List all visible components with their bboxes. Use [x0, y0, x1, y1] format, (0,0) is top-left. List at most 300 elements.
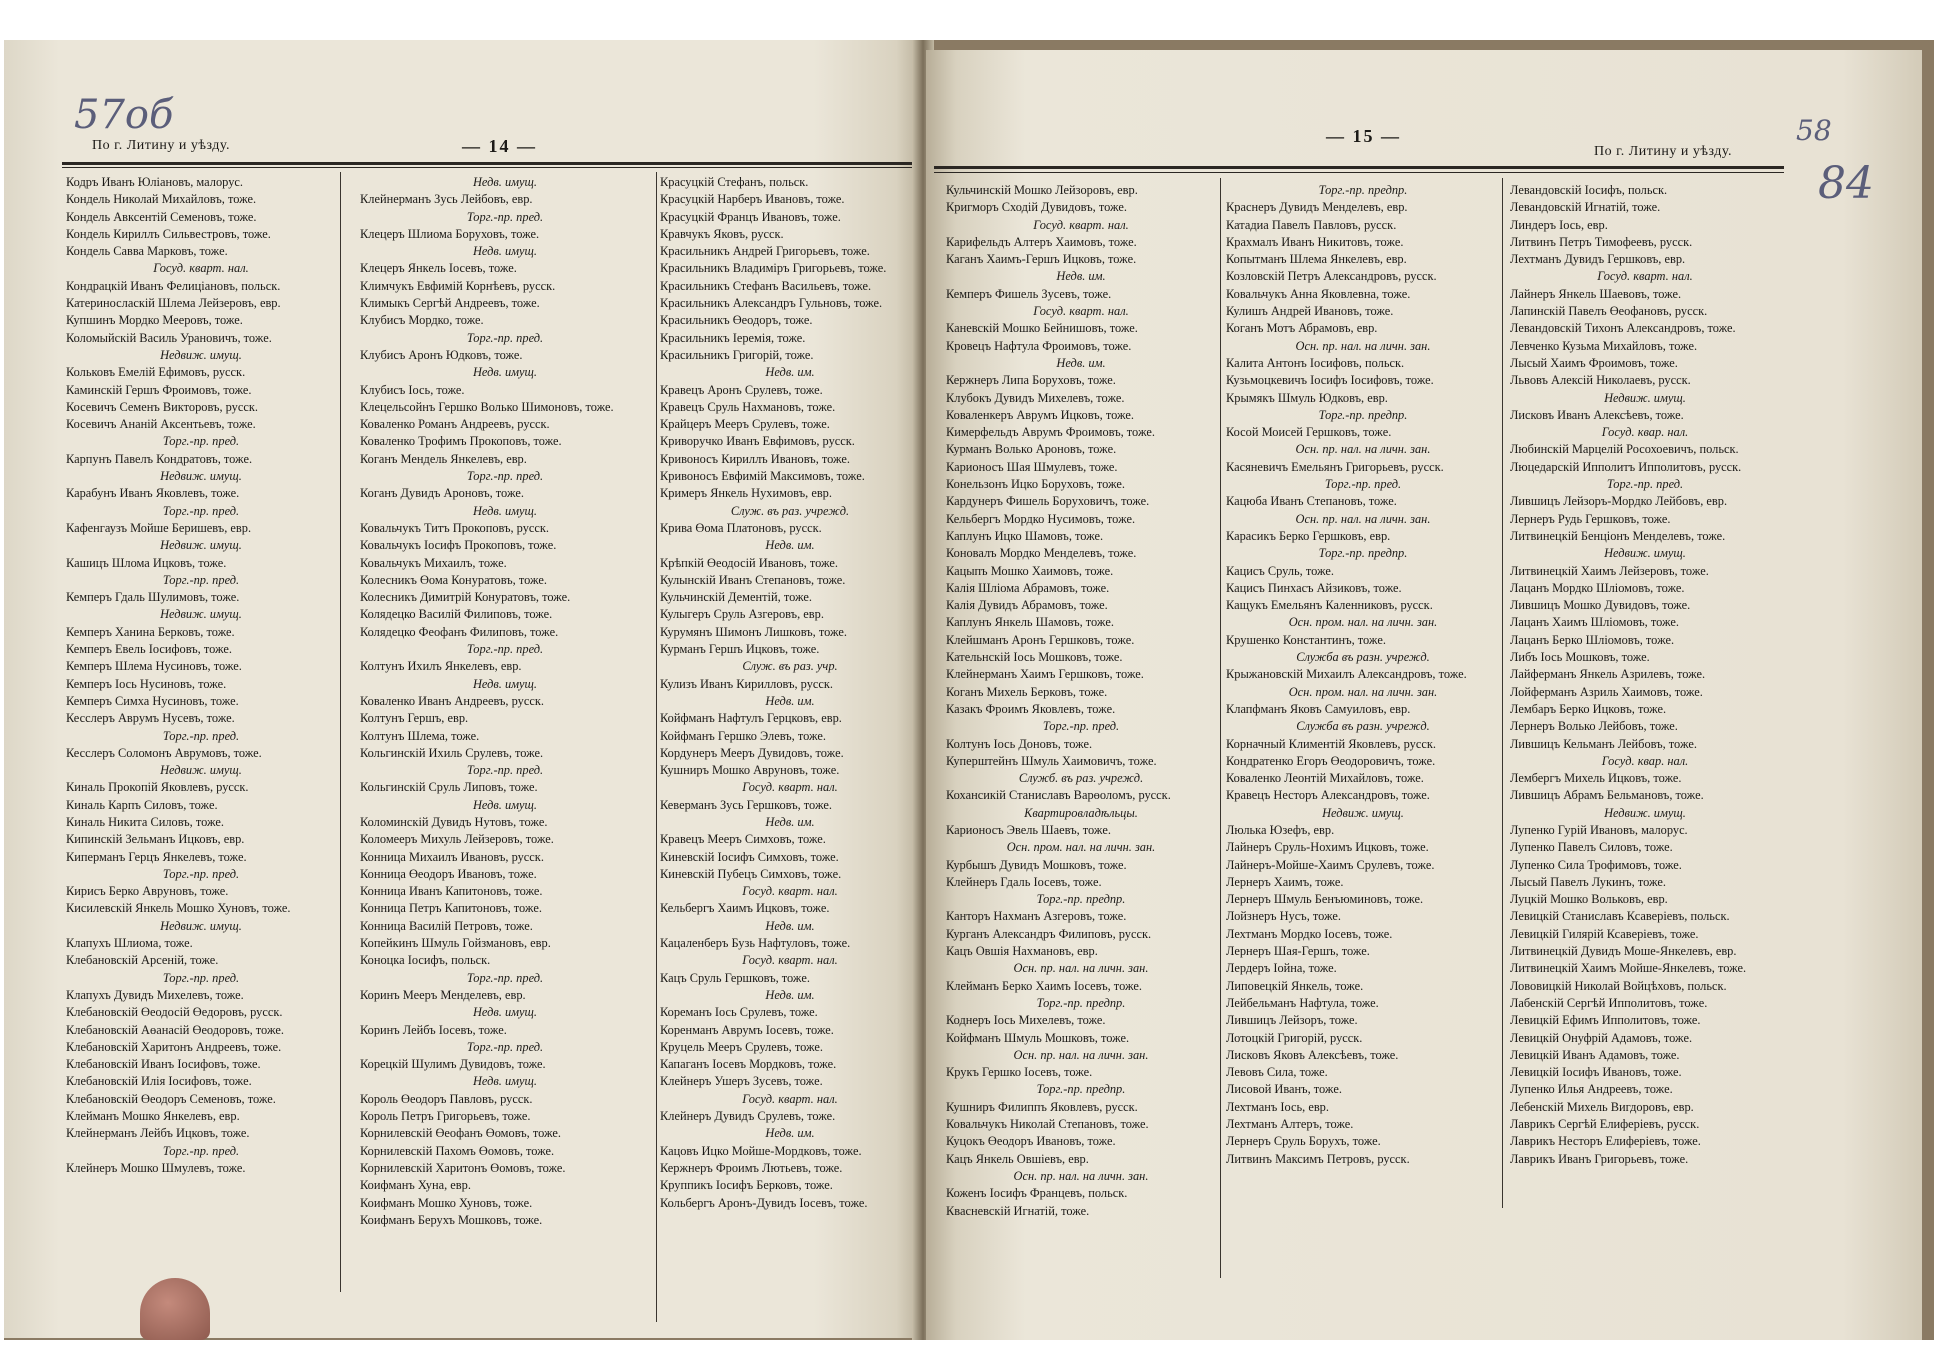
register-entry: Левицкій Ефимъ Ипполитовъ, тоже. — [1510, 1013, 1701, 1028]
register-entry: Коринъ Мееръ Менделевъ, евр. — [360, 987, 526, 1002]
register-entry: Кравецъ Сруль Нахмановъ, тоже. — [660, 399, 836, 414]
register-entry: Левицкій Станиславъ Ксаверіевъ, польск. — [1510, 909, 1730, 924]
right-column-3 — [1510, 182, 1780, 1168]
register-entry: Кравецъ Аронъ Срулевъ, тоже. — [660, 382, 823, 397]
register-entry: Левандовскій Тихонъ Александровъ, тоже. — [1510, 321, 1736, 336]
register-entry: Ковальчукъ Анна Яковлевна, тоже. — [1226, 286, 1411, 301]
register-entry: Лововицкій Николай Войцѣховъ, польск. — [1510, 978, 1727, 993]
register-entry: Коломыйскій Василь Урановичъ, тоже. — [66, 330, 272, 345]
register-entry: Киневскій Пубецъ Симховъ, тоже. — [660, 866, 842, 881]
register-entry: Клебановскій Аөанасій Өеодоровъ, тоже. — [66, 1022, 284, 1037]
section-heading: Недвиж. имущ. — [1604, 546, 1686, 561]
register-entry: Лупенко Павелъ Силовъ, тоже. — [1510, 840, 1673, 855]
register-entry: Каплунъ Янкель Шамовъ, тоже. — [946, 615, 1114, 630]
register-entry: Коганъ Мотъ Абрамовъ, евр. — [1226, 321, 1378, 336]
register-entry: Клапфманъ Яковъ Самуиловъ, евр. — [1226, 701, 1411, 716]
left-page — [4, 40, 924, 1338]
register-entry: Крива Өома Платоновъ, русск. — [660, 520, 822, 535]
register-entry: Коднеръ Іось Михелевъ, тоже. — [946, 1013, 1106, 1028]
section-heading: Госуд. кварт. нал. — [153, 261, 249, 276]
register-entry: Лебенскій Михель Вигдоровъ, евр. — [1510, 1099, 1694, 1114]
register-entry: Карасикъ Берко Гершковъ, евр. — [1226, 528, 1391, 543]
register-entry: Кипинскій Зельманъ Ицковъ, евр. — [66, 832, 245, 847]
register-entry: Кацаленберъ Бузь Нафтуловъ, тоже. — [660, 936, 851, 951]
register-entry: Кацъ Янкель Овшіевъ, евр. — [946, 1151, 1089, 1166]
register-entry: Кержнеръ Липа Боруховъ, тоже. — [946, 373, 1116, 388]
register-entry: Кулынскій Иванъ Степановъ, тоже. — [660, 572, 846, 587]
register-entry: Коваленко Леонтій Михайловъ, тоже. — [1226, 771, 1424, 786]
right-column-2 — [1226, 182, 1500, 1168]
section-heading: Торг.-пр. пред. — [466, 970, 544, 985]
register-entry: Кащукъ Емельянъ Каленниковъ, русск. — [1226, 598, 1433, 613]
register-entry: Колесникъ Өома Конуратовъ, тоже. — [360, 572, 547, 587]
register-entry: Колтунъ Іось Доновъ, тоже. — [946, 736, 1093, 751]
register-entry: Корнилевскій Пахомъ Өомовъ, тоже. — [360, 1143, 555, 1158]
section-heading: Торг.-пр. пред. — [162, 503, 240, 518]
right-column-1 — [946, 182, 1216, 1220]
register-entry: Кирисъ Берко Авруновъ, тоже. — [66, 884, 229, 899]
register-entry: Лысый Хаимъ Фроимовъ, тоже. — [1510, 355, 1678, 370]
register-entry: Колядецко Феофанъ Филиповъ, тоже. — [360, 624, 559, 639]
section-heading: Недвиж. имущ. — [160, 538, 242, 553]
register-entry: Купшинъ Мордко Мееровъ, тоже. — [66, 313, 243, 328]
section-heading: Госуд. кварт. нал. — [1033, 217, 1129, 232]
register-entry: Любинскій Марцелій Росохоевичъ, польск. — [1510, 442, 1739, 457]
register-entry: Каплунъ Ицко Шамовъ, тоже. — [946, 528, 1104, 543]
register-entry: Клапухъ Шлиома, тоже. — [66, 936, 193, 951]
register-entry: Король Өеодоръ Павловъ, русск. — [360, 1091, 533, 1106]
register-entry: Лысый Павелъ Лукинъ, тоже. — [1510, 874, 1667, 889]
left-column-3 — [660, 174, 920, 1212]
thumb — [140, 1278, 210, 1340]
register-entry: Куцокъ Өеодоръ Ивановъ, тоже. — [946, 1134, 1116, 1149]
register-entry: Левченко Кузьма Михайловъ, тоже. — [1510, 338, 1698, 353]
register-entry: Круцель Мееръ Срулевъ, тоже. — [660, 1039, 824, 1054]
register-entry: Круппикъ Іосифъ Берковъ, тоже. — [660, 1178, 833, 1193]
register-entry: Кольгинскій Сруль Липовъ, тоже. — [360, 780, 538, 795]
register-entry: Корецкій Шулимъ Дувидовъ, тоже. — [360, 1057, 546, 1072]
register-entry: Лайнеръ-Мойше-Хаимъ Срулевъ, тоже. — [1226, 857, 1435, 872]
register-entry: Коломинскій Дувидъ Нутовъ, тоже. — [360, 814, 548, 829]
register-entry: Колтунъ Шлема, тоже. — [360, 728, 480, 743]
register-entry: Койфманъ Гершко Элевъ, тоже. — [660, 728, 827, 743]
register-entry: Калита Антонъ Іосифовъ, польск. — [1226, 355, 1405, 370]
register-entry: Лаврикъ Сергѣй Елиферіевъ, русск. — [1510, 1117, 1700, 1132]
section-heading: Недв. имущ. — [472, 676, 538, 691]
register-entry: Красильникъ Александръ Гульновъ, тоже. — [660, 296, 883, 311]
handwritten-page-mark: 57об — [74, 92, 174, 138]
register-entry: Клубисъ Мордко, тоже. — [360, 313, 484, 328]
register-entry: Лившицъ Лейзоръ-Мордко Лейбовъ, евр. — [1510, 494, 1728, 509]
register-entry: Ковальчукъ Михаилъ, тоже. — [360, 555, 507, 570]
register-entry: Король Петръ Григорьевъ, тоже. — [360, 1109, 531, 1124]
register-entry: Калія Шліома Абрамовъ, тоже. — [946, 580, 1110, 595]
register-entry: Красуцкій Францъ Ивановъ, тоже. — [660, 209, 841, 224]
section-heading: Недв. им. — [765, 918, 815, 933]
section-heading: Квартировладѣльцы. — [1024, 805, 1138, 820]
register-entry: Конница Петръ Капитоновъ, тоже. — [360, 901, 542, 916]
register-entry: Липовецкій Янкель, тоже. — [1226, 978, 1364, 993]
register-entry: Коифманъ Мошко Хуновъ, тоже. — [360, 1195, 533, 1210]
register-entry: Кемперъ Ханина Берковъ, тоже. — [66, 624, 235, 639]
register-entry: Корнилевскій Өеофанъ Өомовъ, тоже. — [360, 1126, 561, 1141]
register-entry: Корнилевскій Харитонъ Өомовъ, тоже. — [360, 1160, 566, 1175]
section-heading: Недв. им. — [1056, 269, 1106, 284]
left-running-head: По г. Литину и уѣзду. — [92, 138, 230, 153]
section-heading: Недв. имущ. — [472, 1005, 538, 1020]
register-entry: Кондель Кириллъ Сильвестровъ, тоже. — [66, 226, 271, 241]
register-entry: Лембергъ Михель Ицковъ, тоже. — [1510, 771, 1682, 786]
register-entry: Лехтманъ Дувидъ Гершковъ, евр. — [1510, 252, 1686, 267]
register-entry: Лившицъ Лейзоръ, тоже. — [1226, 1013, 1358, 1028]
section-heading: Торг.-пр. предпр. — [1318, 183, 1408, 197]
register-entry: Кулишъ Андрей Ивановъ, тоже. — [1226, 304, 1394, 319]
register-entry: Люлька Юзефъ, евр. — [1226, 822, 1335, 837]
right-column-divider-2 — [1502, 178, 1503, 1208]
register-entry: Карионосъ Эвель Шаевъ, тоже. — [946, 822, 1111, 837]
register-entry: Колесникъ Димитрій Конуратовъ, тоже. — [360, 590, 571, 605]
register-entry: Кемперъ Симха Нусиновъ, тоже. — [66, 693, 239, 708]
register-entry: Луцкій Мошко Вольковъ, евр. — [1510, 892, 1668, 907]
section-heading: Торг.-пр. пред. — [466, 209, 544, 224]
register-entry: Левицкій Іосифъ Ивановъ, тоже. — [1510, 1065, 1682, 1080]
section-heading: Недв. им. — [1056, 355, 1106, 370]
register-entry: Клейнерманъ Лейбъ Ицковъ, тоже. — [66, 1126, 250, 1141]
register-entry: Левицкій Иванъ Адамовъ, тоже. — [1510, 1047, 1680, 1062]
section-heading: Недв. имущ. — [472, 244, 538, 259]
section-heading: Торг.-пр. предпр. — [1318, 407, 1408, 422]
register-entry: Кеверманъ Зусь Гершковъ, тоже. — [660, 797, 832, 812]
register-entry: Литвинецкій Хаимъ Мойше-Янкелевъ, тоже. — [1510, 961, 1747, 976]
section-heading: Недвиж. имущ. — [1604, 390, 1686, 405]
handwritten-page-mark: 58 — [1796, 114, 1832, 147]
register-entry: Красильникъ Стефанъ Васильевъ, тоже. — [660, 278, 872, 293]
section-heading: Недвиж. имущ. — [1322, 805, 1404, 820]
register-entry: Копейкинъ Шмуль Гойзмановъ, евр. — [360, 936, 551, 951]
register-entry: Катериносласкій Шлема Лейзеровъ, евр. — [66, 296, 281, 311]
register-entry: Красильникъ Іеремія, тоже. — [660, 330, 806, 345]
register-entry: Кацовъ Ицко Мойше-Мордковъ, тоже. — [660, 1143, 862, 1158]
section-heading: Осн. пром. нал. на личн. зан. — [1006, 840, 1156, 855]
register-entry: Лехтманъ Алтеръ, тоже. — [1226, 1117, 1354, 1132]
left-column-divider-2 — [656, 172, 657, 1322]
register-entry: Кацисъ Пинхасъ Айзиковъ, тоже. — [1226, 580, 1402, 595]
register-entry: Ковальчукъ Николай Степановъ, тоже. — [946, 1117, 1149, 1132]
section-heading: Недв. им. — [765, 987, 815, 1002]
section-heading: Недв. им. — [765, 1126, 815, 1141]
section-heading: Торг.-пр. пред. — [466, 469, 544, 484]
register-entry: Лисковъ Яковъ Алексѣевъ, тоже. — [1226, 1047, 1399, 1062]
register-entry: Лернеръ Сруль Борухъ, тоже. — [1226, 1134, 1381, 1149]
register-entry: Кравецъ Несторъ Александровъ, тоже. — [1226, 788, 1430, 803]
register-entry: Лехтманъ Іось, евр. — [1226, 1099, 1329, 1114]
register-entry: Кримеръ Янкель Нухимовъ, евр. — [660, 486, 832, 501]
register-entry: Красуцкій Стефанъ, польск. — [660, 175, 809, 189]
register-entry: Либъ Іось Мошковъ, тоже. — [1510, 650, 1650, 665]
register-entry: Клебановскій Иванъ Іосифовъ, тоже. — [66, 1057, 261, 1072]
register-entry: Левандовскій Іосифъ, польск. — [1510, 183, 1668, 197]
section-heading: Осн. пром. нал. на личн. зан. — [1288, 615, 1438, 630]
right-running-head: По г. Литину и уѣзду. — [1594, 144, 1732, 159]
register-entry: Кривоносъ Евфимій Максимовъ, тоже. — [660, 469, 865, 484]
register-entry: Коифманъ Хуна, евр. — [360, 1178, 471, 1193]
register-entry: Лойзнеръ Нусъ, тоже. — [1226, 909, 1342, 924]
register-entry: Капаганъ Іосевъ Мордковъ, тоже. — [660, 1057, 837, 1072]
register-entry: Клейшманъ Аронъ Гершковъ, тоже. — [946, 632, 1135, 647]
register-entry: Косевичъ Семенъ Викторовъ, русск. — [66, 399, 258, 414]
register-entry: Крымякъ Шмуль Юдковъ, евр. — [1226, 390, 1388, 405]
register-entry: Лайнеръ Сруль-Нохимъ Ицковъ, тоже. — [1226, 840, 1429, 855]
register-entry: Кельбергъ Мордко Нусимовъ, тоже. — [946, 511, 1136, 526]
register-entry: Лившицъ Мошко Дувидовъ, тоже. — [1510, 598, 1691, 613]
handwritten-mark: 84 — [1818, 158, 1874, 209]
register-entry: Литвинъ Максимъ Петровъ, русск. — [1226, 1151, 1410, 1166]
register-entry: Кемперъ Евель Іосифовъ, тоже. — [66, 642, 233, 657]
register-entry: Курманъ Гершъ Ицковъ, тоже. — [660, 642, 820, 657]
register-entry: Люцедарскій Ипполитъ Ипполитовъ, русск. — [1510, 459, 1742, 474]
register-entry: Куперштейнъ Шмуль Хаимовичъ, тоже. — [946, 753, 1157, 768]
register-entry: Конельзонъ Ицко Боруховъ, тоже. — [946, 477, 1125, 492]
register-entry: Литвинецкій Хаимъ Лейзеровъ, тоже. — [1510, 563, 1709, 578]
register-entry: Кравчукъ Яковъ, русск. — [660, 226, 784, 241]
register-entry: Курбышъ Дувидъ Мошковъ, тоже. — [946, 857, 1127, 872]
register-entry: Левицкій Гилярій Ксаверіевъ, тоже. — [1510, 926, 1699, 941]
register-entry: Краснеръ Дувидъ Менделевъ, евр. — [1226, 200, 1408, 215]
register-entry: Клецеръ Шлиома Боруховъ, тоже. — [360, 226, 540, 241]
register-entry: Лацанъ Берко Шліомовъ, тоже. — [1510, 632, 1675, 647]
register-entry: Койфманъ Шмуль Мошковъ, тоже. — [946, 1030, 1130, 1045]
section-heading: Осн. пр. нал. на личн. зан. — [1013, 1168, 1149, 1183]
register-entry: Койфманъ Нафтулъ Герцковъ, евр. — [660, 711, 842, 726]
register-entry: Косой Моисей Гершковъ, тоже. — [1226, 425, 1392, 440]
register-entry: Киналь Карпъ Силовъ, тоже. — [66, 797, 218, 812]
register-entry: Коваленко Иванъ Андреевъ, русск. — [360, 693, 544, 708]
register-entry: Квасневскій Игнатій, тоже. — [946, 1203, 1090, 1218]
register-entry: Кисилевскій Янкель Мошко Хуновъ, тоже. — [66, 901, 291, 916]
register-entry: Красильникъ Өеодоръ, тоже. — [660, 313, 813, 328]
section-heading: Недв. имущ. — [472, 175, 538, 189]
register-entry: Лембаръ Берко Ицковъ, тоже. — [1510, 701, 1667, 716]
register-entry: Кушниръ Мошко Авруновъ, тоже. — [660, 763, 840, 778]
section-heading: Госуд. кварт. нал. — [742, 884, 838, 899]
section-heading: Недв. им. — [765, 814, 815, 829]
section-heading: Недв. имущ. — [472, 365, 538, 380]
register-entry: Кривоносъ Кириллъ Ивановъ, тоже. — [660, 451, 851, 466]
section-heading: Госуд. кварт. нал. — [1597, 269, 1693, 284]
register-entry: Кригморъ Сходій Дувидовъ, тоже. — [946, 200, 1127, 215]
register-entry: Лайферманъ Янкель Азрилевъ, тоже. — [1510, 667, 1706, 682]
register-entry: Курманъ Волько Ароновъ, тоже. — [946, 442, 1117, 457]
left-column-1 — [66, 174, 336, 1177]
register-entry: Калія Дувидъ Абрамовъ, тоже. — [946, 598, 1108, 613]
register-entry: Киналь Прокопій Яковлевъ, русск. — [66, 780, 249, 795]
register-entry: Лотоцкій Григорій, русск. — [1226, 1030, 1363, 1045]
register-entry: Клейнеръ Ушеръ Зусевъ, тоже. — [660, 1074, 823, 1089]
register-entry: Кольковъ Емелій Ефимовъ, русск. — [66, 365, 246, 380]
section-heading: Недв. им. — [765, 693, 815, 708]
register-entry: Кондель Авксентій Семеновъ, тоже. — [66, 209, 257, 224]
register-entry: Коломееръ Михуль Лейзеровъ, тоже. — [360, 832, 554, 847]
register-entry: Кравецъ Мееръ Симховъ, тоже. — [660, 832, 826, 847]
section-heading: Торг.-пр. пред. — [162, 572, 240, 587]
section-heading: Госуд. кварт. нал. — [742, 953, 838, 968]
register-entry: Катадиа Павелъ Павловъ, русск. — [1226, 217, 1397, 232]
register-entry: Коваленко Романъ Андреевъ, русск. — [360, 417, 550, 432]
section-heading: Недвиж. имущ. — [160, 918, 242, 933]
register-entry: Кацыпъ Мошко Хаимовъ, тоже. — [946, 563, 1114, 578]
register-entry: Коганъ Дувидъ Ароновъ, тоже. — [360, 486, 524, 501]
register-entry: Коженъ Іосифъ Францевъ, польск. — [946, 1186, 1128, 1201]
register-entry: Карионосъ Шая Шмулевъ, тоже. — [946, 459, 1118, 474]
register-entry: Колтунъ Гершъ, евр. — [360, 711, 469, 726]
register-entry: Лернеръ Шмуль Бенъюминовъ, тоже. — [1226, 892, 1424, 907]
register-entry: Красильникъ Андрей Григорьевъ, тоже. — [660, 244, 870, 259]
section-heading: Торг.-пр. пред. — [466, 642, 544, 657]
register-entry: Лупенко Гурій Ивановъ, малорус. — [1510, 822, 1688, 837]
register-entry: Кондратенко Егоръ Өеодоровичъ, тоже. — [1226, 753, 1436, 768]
register-entry: Касяневичъ Емельянъ Григорьевъ, русск. — [1226, 459, 1444, 474]
register-entry: Кацъ Сруль Гершковъ, тоже. — [660, 970, 810, 985]
register-entry: Кемперъ Гдаль Шулимовъ, тоже. — [66, 590, 240, 605]
register-entry: Корначный Климентій Яковлевъ, русск. — [1226, 736, 1436, 751]
register-entry: Крыжановскій Михаилъ Александровъ, тоже. — [1226, 667, 1467, 682]
register-entry: Конница Иванъ Капитоновъ, тоже. — [360, 884, 543, 899]
section-heading: Торг.-пр. пред. — [466, 1039, 544, 1054]
register-entry: Лившицъ Абрамъ Бельмановъ, тоже. — [1510, 788, 1704, 803]
section-heading: Торг.-пр. предпр. — [1036, 995, 1126, 1010]
register-entry: Кондель Савва Марковъ, тоже. — [66, 244, 228, 259]
register-entry: Кесслеръ Аврумъ Нусевъ, тоже. — [66, 711, 235, 726]
register-entry: Конница Михаилъ Ивановъ, русск. — [360, 849, 544, 864]
section-heading: Торг.-пр. пред. — [466, 763, 544, 778]
register-entry: Каминскій Гершъ Фроимовъ, тоже. — [66, 382, 252, 397]
register-entry: Кельбергъ Хаимъ Ицковъ, тоже. — [660, 901, 830, 916]
section-heading: Торг.-пр. пред. — [466, 330, 544, 345]
register-entry: Клубисъ Іось, тоже. — [360, 382, 465, 397]
register-entry: Линдеръ Іось, евр. — [1510, 217, 1608, 232]
register-entry: Клейнеръ Дувидъ Срулевъ, тоже. — [660, 1109, 836, 1124]
register-entry: Лацанъ Мордко Шліомовъ, тоже. — [1510, 580, 1685, 595]
register-entry: Копытманъ Шлема Янкелевъ, евр. — [1226, 252, 1407, 267]
register-entry: Колядецко Василій Филиповъ, тоже. — [360, 607, 553, 622]
register-entry: Кемперъ Іось Нусиновъ, тоже. — [66, 676, 227, 691]
register-entry: Кафенгаузъ Мойше Беришевъ, евр. — [66, 520, 252, 535]
register-entry: Каганъ Хаимъ-Гершъ Ицковъ, тоже. — [946, 252, 1137, 267]
register-entry: Кацъ Овшія Нахмановъ, евр. — [946, 944, 1098, 959]
register-entry: Лаврикъ Несторъ Елиферіевъ, тоже. — [1510, 1134, 1701, 1149]
register-entry: Кацисъ Сруль, тоже. — [1226, 563, 1334, 578]
register-entry: Козловскій Петръ Александровъ, русск. — [1226, 269, 1437, 284]
register-entry: Красильникъ Григорій, тоже. — [660, 347, 814, 362]
register-entry: Клебановскій Харитонъ Андреевъ, тоже. — [66, 1039, 282, 1054]
register-entry: Кохансикій Станиславъ Варөоломъ, русск. — [946, 788, 1171, 803]
register-entry: Кольбергъ Аронъ-Дувидъ Іосевъ, тоже. — [660, 1195, 868, 1210]
section-heading: Недв. имущ. — [472, 797, 538, 812]
register-entry: Кордунеръ Мееръ Дувидовъ, тоже. — [660, 745, 844, 760]
register-entry: Красильникъ Владиміръ Григорьевъ, тоже. — [660, 261, 887, 276]
register-entry: Лайнеръ Янкель Шаевовъ, тоже. — [1510, 286, 1682, 301]
section-heading: Торг.-пр. пред. — [162, 866, 240, 881]
register-entry: Криворучко Иванъ Евфимовъ, русск. — [660, 434, 855, 449]
register-entry: Кодръ Иванъ Юліановъ, малорус. — [66, 175, 243, 189]
register-entry: Клецельсойнъ Гершко Волько Шимоновъ, тоже. — [360, 399, 614, 414]
register-entry: Коваленко Трофимъ Прокоповъ, тоже. — [360, 434, 562, 449]
register-entry: Левовъ Сила, тоже. — [1226, 1065, 1328, 1080]
register-entry: Колтунъ Ихилъ Янкелевъ, евр. — [360, 659, 522, 674]
register-entry: Клебановскій Өеодосій Өедоровъ, русск. — [66, 1005, 283, 1020]
register-entry: Клейманъ Мошко Янкелевъ, евр. — [66, 1109, 240, 1124]
section-heading: Осн. пр. нал. на личн. зан. — [1295, 511, 1431, 526]
register-entry: Карабунъ Иванъ Яковлевъ, тоже. — [66, 486, 240, 501]
register-entry: Кулыгеръ Сруль Азгеровъ, евр. — [660, 607, 824, 622]
register-entry: Кульчинскій Мошко Лейзоровъ, евр. — [946, 183, 1138, 197]
section-heading: Торг.-пр. предпр. — [1036, 892, 1126, 907]
register-entry: Киневскій Іосифъ Симховъ, тоже. — [660, 849, 839, 864]
register-entry: Клубокъ Дувидъ Михелевъ, тоже. — [946, 390, 1125, 405]
register-entry: Кровецъ Нафтула Фроимовъ, тоже. — [946, 338, 1132, 353]
register-entry: Кушниръ Филиппъ Яковлевъ, русск. — [946, 1099, 1138, 1114]
right-head-rule-thin — [934, 172, 1784, 173]
section-heading: Служба въ разн. учрежд. — [1296, 650, 1430, 665]
register-entry: Клапухъ Дувидъ Михелевъ, тоже. — [66, 987, 244, 1002]
register-entry: Крайцеръ Мееръ Срулевъ, тоже. — [660, 417, 830, 432]
section-heading: Недв. им. — [765, 538, 815, 553]
register-entry: Кореманъ Іось Срулевъ, тоже. — [660, 1005, 818, 1020]
register-entry: Коринъ Лейбъ Іосевъ, тоже. — [360, 1022, 507, 1037]
register-entry: Клубисъ Аронъ Юдковъ, тоже. — [360, 347, 523, 362]
section-heading: Торг.-пр. пред. — [1042, 719, 1120, 734]
register-entry: Кемперъ Фишель Зусевъ, тоже. — [946, 286, 1112, 301]
section-heading: Недвиж. имущ. — [1604, 805, 1686, 820]
register-entry: Литвинецкій Дувидъ Моше-Янкелевъ, евр. — [1510, 944, 1737, 959]
register-entry: Кондрацкій Иванъ Фелиціановъ, польск. — [66, 278, 281, 293]
register-entry: Лейбельманъ Нафтула, тоже. — [1226, 995, 1379, 1010]
register-entry: Левицкій Онуфрій Адамовъ, тоже. — [1510, 1030, 1693, 1045]
register-entry: Коганъ Мендель Янкелевъ, евр. — [360, 451, 527, 466]
register-entry: Клейнеръ Гдаль Іосевъ, тоже. — [946, 874, 1102, 889]
register-entry: Крахмалъ Иванъ Никитовъ, тоже. — [1226, 234, 1404, 249]
register-entry: Лабенскій Сергѣй Ипполитовъ, тоже. — [1510, 995, 1708, 1010]
register-entry: Лупенко Илья Андреевъ, тоже. — [1510, 1082, 1673, 1097]
section-heading: Торг.-пр. пред. — [162, 970, 240, 985]
register-entry: Клейнеръ Мошко Шмулевъ, тоже. — [66, 1160, 246, 1175]
left-column-divider-1 — [340, 172, 341, 1292]
register-entry: Крушенко Константинъ, тоже. — [1226, 632, 1386, 647]
register-entry: Лисковъ Иванъ Алексѣевъ, тоже. — [1510, 407, 1684, 422]
register-entry: Львовъ Алексій Николаевъ, русск. — [1510, 373, 1691, 388]
register-entry: Лернеръ Рудь Гершковъ, тоже. — [1510, 511, 1671, 526]
register-entry: Кульчинскій Дементій, тоже. — [660, 590, 812, 605]
section-heading: Торг.-пр. пред. — [162, 434, 240, 449]
register-entry: Лацанъ Хаимъ Шліомовъ, тоже. — [1510, 615, 1679, 630]
register-entry: Клейнерманъ Хаимъ Гершковъ, тоже. — [946, 667, 1144, 682]
register-entry: Коренманъ Аврумъ Іосевъ, тоже. — [660, 1022, 834, 1037]
register-entry: Коифманъ Берухъ Мошковъ, тоже. — [360, 1212, 543, 1227]
section-heading: Служб. въ раз. учрежд. — [1018, 771, 1144, 786]
register-entry: Клебановскій Арсеній, тоже. — [66, 953, 219, 968]
register-entry: Крукъ Гершко Іосевъ, тоже. — [946, 1065, 1093, 1080]
register-entry: Конница Өеодоръ Ивановъ, тоже. — [360, 866, 537, 881]
register-entry: Кашицъ Шлома Ицковъ, тоже. — [66, 555, 227, 570]
register-entry: Лернеръ Хаимъ, тоже. — [1226, 874, 1344, 889]
left-head-rule-thin — [62, 167, 912, 168]
register-entry: Клейнерманъ Зусь Лейбовъ, евр. — [360, 192, 533, 207]
register-entry: Лупенко Сила Трофимовъ, тоже. — [1510, 857, 1682, 872]
register-entry: Коваленкеръ Аврумъ Ицковъ, тоже. — [946, 407, 1135, 422]
register-entry: Кузьмоцкевичъ Іосифъ Іосифовъ, тоже. — [1226, 373, 1434, 388]
right-page — [926, 50, 1922, 1340]
register-entry: Климчукъ Евфимій Корнѣевъ, русск. — [360, 278, 556, 293]
